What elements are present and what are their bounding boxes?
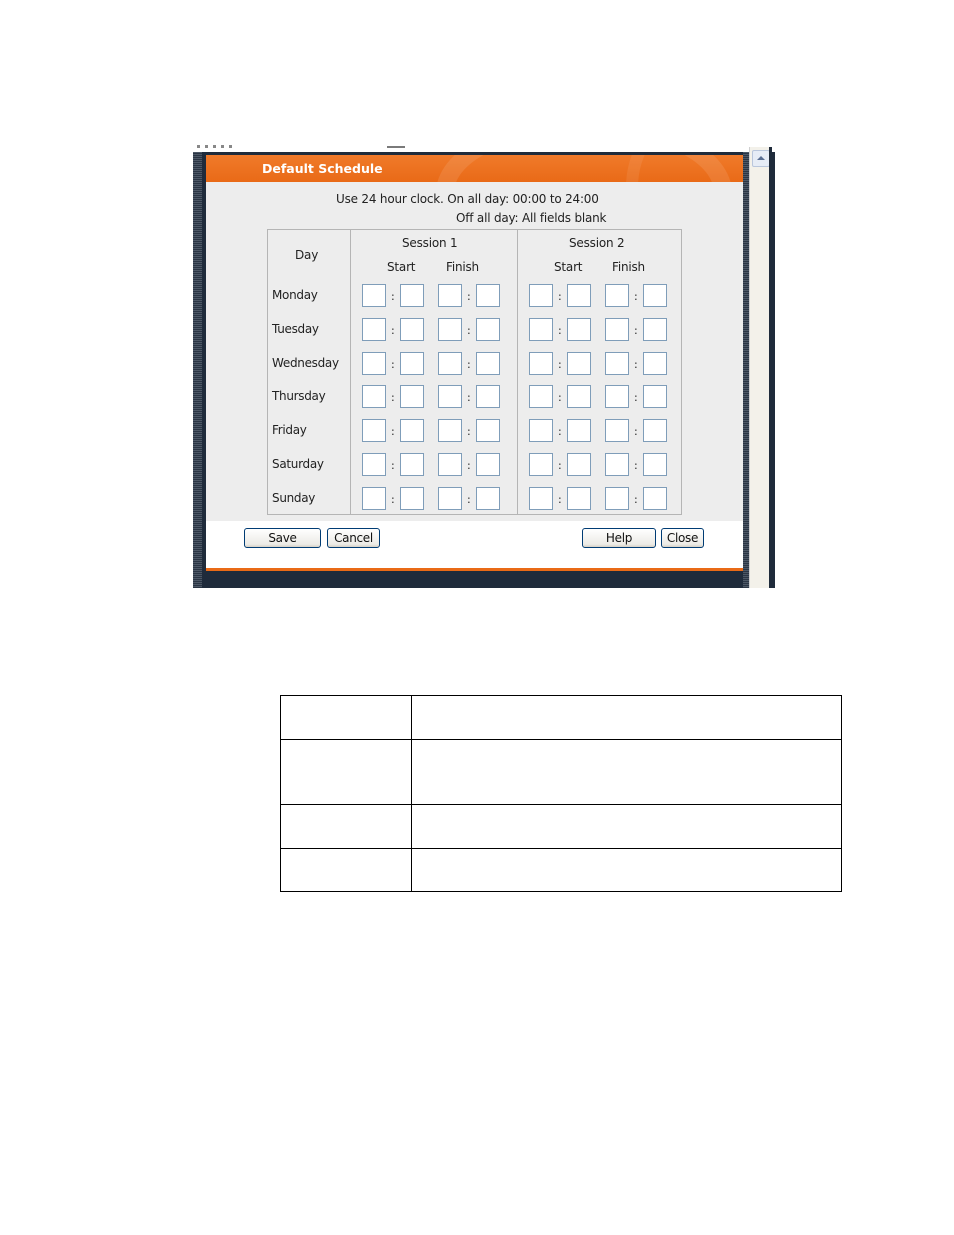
clock-instructions: Use 24 hour clock. On all day: 00:00 to 24:00 <box>336 192 599 206</box>
time-separator: : <box>634 459 638 472</box>
thursday-session-1-start-minute-input[interactable] <box>400 385 424 408</box>
table-row <box>281 740 842 805</box>
day-label-sunday: Sunday <box>272 490 316 505</box>
default-schedule-dialog <box>206 155 743 570</box>
tuesday-session-2-finish-minute-input[interactable] <box>643 318 667 341</box>
wednesday-session-1-start-hour-input[interactable] <box>362 352 386 375</box>
table-cell <box>281 740 412 805</box>
window-top-edge <box>193 143 775 152</box>
table-cell <box>281 696 412 740</box>
time-separator: : <box>467 391 471 405</box>
monday-session-2-start-hour-input[interactable] <box>529 284 553 307</box>
day-label-friday: Friday <box>272 423 307 438</box>
day-label-wednesday: Wednesday <box>272 355 339 370</box>
save-button[interactable]: Save <box>244 528 321 548</box>
friday-session-1-start-hour-input[interactable] <box>362 419 386 442</box>
time-separator: : <box>391 459 395 472</box>
friday-session-1-start-minute-input[interactable] <box>400 419 424 442</box>
grid-divider <box>517 230 518 514</box>
time-separator: : <box>558 290 562 303</box>
dialog-title-bar <box>206 155 743 182</box>
table-cell <box>412 740 842 805</box>
session-2-finish-header: Finish <box>612 260 645 274</box>
sunday-session-1-start-hour-input[interactable] <box>362 487 386 510</box>
monday-session-2-start-minute-input[interactable] <box>567 284 591 307</box>
thursday-session-2-finish-minute-input[interactable] <box>643 385 667 408</box>
friday-session-2-finish-hour-input[interactable] <box>605 419 629 442</box>
friday-session-1-finish-minute-input[interactable] <box>476 419 500 442</box>
tuesday-session-1-finish-hour-input[interactable] <box>438 318 462 341</box>
time-separator: : <box>467 459 471 472</box>
time-separator: : <box>558 391 562 405</box>
sunday-session-1-start-minute-input[interactable] <box>400 487 424 510</box>
wednesday-session-1-finish-hour-input[interactable] <box>438 352 462 375</box>
window-edge-dots <box>197 145 237 148</box>
time-separator: : <box>558 357 562 371</box>
time-separator: : <box>634 492 638 506</box>
time-separator: : <box>391 425 395 439</box>
time-separator: : <box>467 492 471 506</box>
sunday-session-1-finish-hour-input[interactable] <box>438 487 462 510</box>
thursday-session-1-finish-hour-input[interactable] <box>438 385 462 408</box>
saturday-session-1-start-minute-input[interactable] <box>400 453 424 476</box>
window-edge-tick <box>387 146 405 148</box>
table-cell <box>412 696 842 740</box>
sunday-session-2-start-hour-input[interactable] <box>529 487 553 510</box>
monday-session-2-finish-hour-input[interactable] <box>605 284 629 307</box>
time-separator: : <box>467 425 471 439</box>
thursday-session-2-finish-hour-input[interactable] <box>605 385 629 408</box>
schedule-grid <box>267 229 682 515</box>
time-separator: : <box>391 357 395 371</box>
table-row <box>281 696 842 740</box>
saturday-session-1-finish-hour-input[interactable] <box>438 453 462 476</box>
window-left-border <box>193 152 202 588</box>
description-table <box>280 695 842 892</box>
friday-session-2-start-hour-input[interactable] <box>529 419 553 442</box>
time-separator: : <box>391 323 395 337</box>
time-separator: : <box>634 290 638 303</box>
monday-session-1-start-minute-input[interactable] <box>400 284 424 307</box>
dialog-button-bar <box>206 521 743 568</box>
friday-session-2-finish-minute-input[interactable] <box>643 419 667 442</box>
tuesday-session-2-finish-hour-input[interactable] <box>605 318 629 341</box>
wednesday-session-2-finish-hour-input[interactable] <box>605 352 629 375</box>
close-button[interactable]: Close <box>661 528 704 548</box>
time-separator: : <box>467 290 471 303</box>
day-header: Day <box>295 248 319 262</box>
table-cell <box>412 849 842 892</box>
wednesday-session-1-start-minute-input[interactable] <box>400 352 424 375</box>
grid-divider <box>350 230 351 514</box>
cancel-button[interactable]: Cancel <box>327 528 380 548</box>
day-label-thursday: Thursday <box>272 389 326 404</box>
time-separator: : <box>391 290 395 303</box>
wednesday-session-2-start-hour-input[interactable] <box>529 352 553 375</box>
session-1-header: Session 1 <box>402 236 458 250</box>
monday-session-1-finish-minute-input[interactable] <box>476 284 500 307</box>
day-label-saturday: Saturday <box>272 457 324 471</box>
tuesday-session-2-start-hour-input[interactable] <box>529 318 553 341</box>
sunday-session-2-start-minute-input[interactable] <box>567 487 591 510</box>
dialog-bottom-accent <box>206 568 743 571</box>
title-swoosh-decoration <box>626 155 743 182</box>
session-2-start-header: Start <box>554 260 583 274</box>
time-separator: : <box>634 357 638 371</box>
time-separator: : <box>634 425 638 439</box>
session-1-finish-header: Finish <box>446 260 479 274</box>
time-separator: : <box>467 357 471 371</box>
scrollbar-edge <box>769 147 772 588</box>
sunday-session-2-finish-hour-input[interactable] <box>605 487 629 510</box>
saturday-session-2-start-hour-input[interactable] <box>529 453 553 476</box>
day-label-tuesday: Tuesday <box>272 321 319 336</box>
thursday-session-1-finish-minute-input[interactable] <box>476 385 500 408</box>
table-cell <box>281 849 412 892</box>
thursday-session-2-start-minute-input[interactable] <box>567 385 591 408</box>
saturday-session-2-finish-minute-input[interactable] <box>643 453 667 476</box>
screenshot-frame <box>193 143 775 588</box>
dialog-title: Default Schedule <box>262 161 383 176</box>
session-2-header: Session 2 <box>569 236 625 250</box>
tuesday-session-1-finish-minute-input[interactable] <box>476 318 500 341</box>
sunday-session-1-finish-minute-input[interactable] <box>476 487 500 510</box>
table-cell <box>412 805 842 849</box>
sunday-session-2-finish-minute-input[interactable] <box>643 487 667 510</box>
friday-session-1-finish-hour-input[interactable] <box>438 419 462 442</box>
time-separator: : <box>467 323 471 337</box>
thursday-session-2-start-hour-input[interactable] <box>529 385 553 408</box>
wednesday-session-2-start-minute-input[interactable] <box>567 352 591 375</box>
wednesday-session-1-finish-minute-input[interactable] <box>476 352 500 375</box>
monday-session-1-finish-hour-input[interactable] <box>438 284 462 307</box>
table-row <box>281 849 842 892</box>
vertical-scrollbar[interactable] <box>749 147 772 588</box>
session-1-start-header: Start <box>387 260 416 274</box>
time-separator: : <box>391 492 395 506</box>
saturday-session-1-start-hour-input[interactable] <box>362 453 386 476</box>
tuesday-session-2-start-minute-input[interactable] <box>567 318 591 341</box>
saturday-session-2-start-minute-input[interactable] <box>567 453 591 476</box>
table-cell <box>281 805 412 849</box>
off-all-day-instructions: Off all day: All fields blank <box>456 211 607 225</box>
help-button[interactable]: Help <box>582 528 656 548</box>
time-separator: : <box>558 459 562 472</box>
time-separator: : <box>558 425 562 439</box>
time-separator: : <box>558 323 562 337</box>
thursday-session-1-start-hour-input[interactable] <box>362 385 386 408</box>
saturday-session-2-finish-hour-input[interactable] <box>605 453 629 476</box>
time-separator: : <box>634 323 638 337</box>
tuesday-session-1-start-hour-input[interactable] <box>362 318 386 341</box>
wednesday-session-2-finish-minute-input[interactable] <box>643 352 667 375</box>
time-separator: : <box>391 391 395 405</box>
tuesday-session-1-start-minute-input[interactable] <box>400 318 424 341</box>
table-row <box>281 805 842 849</box>
monday-session-1-start-hour-input[interactable] <box>362 284 386 307</box>
day-label-monday: Monday <box>272 288 318 302</box>
time-separator: : <box>558 492 562 506</box>
monday-session-2-finish-minute-input[interactable] <box>643 284 667 307</box>
time-separator: : <box>634 391 638 405</box>
friday-session-2-start-minute-input[interactable] <box>567 419 591 442</box>
saturday-session-1-finish-minute-input[interactable] <box>476 453 500 476</box>
scroll-up-arrow-icon[interactable] <box>752 150 770 167</box>
